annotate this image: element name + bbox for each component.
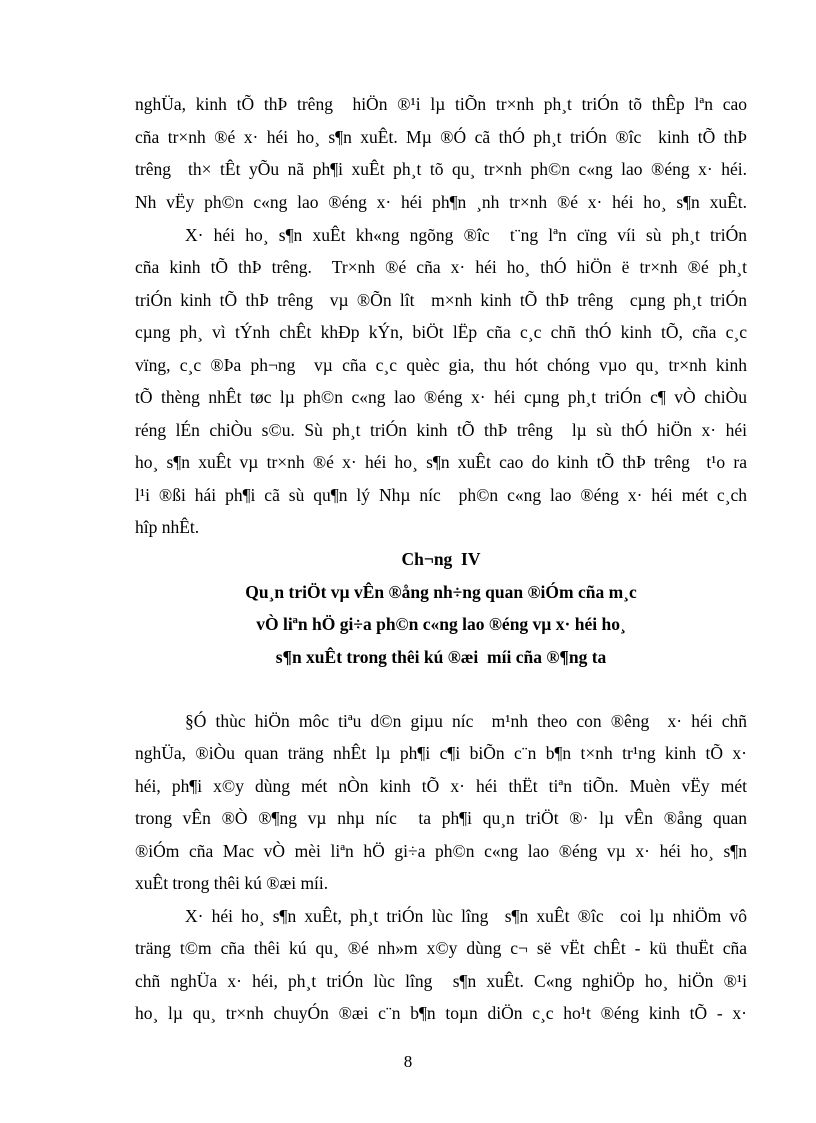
- text-line: ho¸ s¶n xuÊt vµ tr×nh ®é x· héi ho¸ s¶n xuÊt cao do kinh tÕ thÞ trêng t¹o ra: [135, 452, 747, 472]
- text-line: hîp nhÊt.: [135, 517, 200, 537]
- paragraph-first-line: §Ó thùc hiÖn môc tiªu d©n giµu níc m¹nh theo con ®êng x· héi chñ: [185, 711, 747, 731]
- chapter-title: Ch¬ng IV: [401, 549, 481, 569]
- text-line: Nh vËy ph©n c«ng lao ®éng x· héi ph¶n ¸nh tr×nh ®é x· héi ho¸ s¶n xuÊt.: [135, 192, 747, 212]
- text-line: chñ nghÜa x· héi, ph¸t triÓn lùc lîng s¶n xuÊt. C«ng nghiÖp ho¸ hiÖn ®¹i: [135, 971, 747, 991]
- text-line: ho¸ lµ qu¸ tr×nh chuyÓn ®æi c¨n b¶n toµn diÖn c¸c ho¹t ®éng kinh tÕ - x·: [135, 1003, 747, 1023]
- paragraph-first-line: X· héi ho¸ s¶n xuÊt, ph¸t triÓn lùc lîng s¶n xuÊt ®îc coi lµ nhiÖm vô: [185, 906, 747, 926]
- text-line: vïng, c¸c ®Þa ph¬ng vµ cña c¸c quèc gia, thu hót chóng vµo qu¸ tr×nh kinh: [135, 355, 747, 375]
- text-line: trong vÊn ®Ò ®¶ng vµ nhµ níc ta ph¶i qu¸n triÖt ®· lµ vÊn ®ång quan: [135, 808, 747, 828]
- text-line: cµng ph¸ vì tÝnh chÊt khÐp kÝn, biÖt lËp cña c¸c chñ thÓ kinh tÕ, cña c¸c: [135, 322, 747, 342]
- text-line: cña tr×nh ®é x· héi ho¸ s¶n xuÊt. Mµ ®Ó cã thÓ ph¸t triÓn ®îc kinh tÕ thÞ: [135, 127, 747, 147]
- page-number: 8: [403, 1052, 413, 1071]
- text-line: réng lÉn chiÒu s©u. Sù ph¸t triÓn kinh tÕ thÞ trêng lµ sù thÓ hiÖn x· héi: [135, 420, 747, 440]
- text-line: trêng th× tÊt yÕu nã ph¶i xuÊt ph¸t tõ qu¸ tr×nh ph©n c«ng lao ®éng x· héi.: [135, 159, 747, 179]
- text-line: héi, ph¶i x©y dùng mét nÒn kinh tÕ x· héi thËt tiªn tiÕn. Muèn vËy mét: [135, 776, 747, 796]
- chapter-heading-line: Qu¸n triÖt vµ vÊn ®ång nh÷ng quan ®iÓm cña m¸c: [245, 582, 637, 602]
- text-line: träng t©m cña thêi kú qu¸ ®é nh»m x©y dùng c¬ së vËt chÊt - kü thuËt cña: [135, 938, 747, 958]
- paragraph-first-line: X· héi ho¸ s¶n xuÊt kh«ng ngõng ®îc t¨ng lªn cïng víi sù ph¸t triÓn: [185, 225, 747, 245]
- text-line: nghÜa, kinh tÕ thÞ trêng hiÖn ®¹i lµ tiÕn tr×nh ph¸t triÓn tõ thÊp lªn cao: [135, 94, 747, 114]
- text-line: triÓn kinh tÕ thÞ trêng vµ ®Õn lît m×nh kinh tÕ thÞ trêng cµng ph¸t triÓn: [135, 290, 747, 310]
- text-line: cña kinh tÕ thÞ trêng. Tr×nh ®é cña x· héi ho¸ thÓ hiÖn ë tr×nh ®é ph¸t: [135, 257, 747, 277]
- text-line: ®iÓm cña Mac vÒ mèi liªn hÖ gi÷a ph©n c«ng lao ®éng vµ x· héi ho¸ s¶n: [135, 841, 747, 861]
- text-line: l¹i ®ßi hái ph¶i cã sù qu¶n lý Nhµ níc ph©n c«ng lao ®éng x· héi mét c¸ch: [135, 485, 747, 505]
- chapter-heading-line: s¶n xuÊt trong thêi kú ®æi míi cña ®¶ng ta: [275, 647, 607, 667]
- text-line: tÕ thèng nhÊt tøc lµ ph©n c«ng lao ®éng x· héi cµng ph¸t triÓn c¶ vÒ chiÒu: [135, 387, 747, 407]
- text-line: xuÊt trong thêi kú ®æi míi.: [135, 873, 329, 893]
- text-line: nghÜa, ®iÒu quan träng nhÊt lµ ph¶i c¶i biÕn c¨n b¶n t×nh tr¹ng kinh tÕ x·: [135, 743, 747, 763]
- chapter-heading-line: vÒ liªn hÖ gi÷a ph©n c«ng lao ®éng vµ x· héi ho¸: [256, 614, 626, 634]
